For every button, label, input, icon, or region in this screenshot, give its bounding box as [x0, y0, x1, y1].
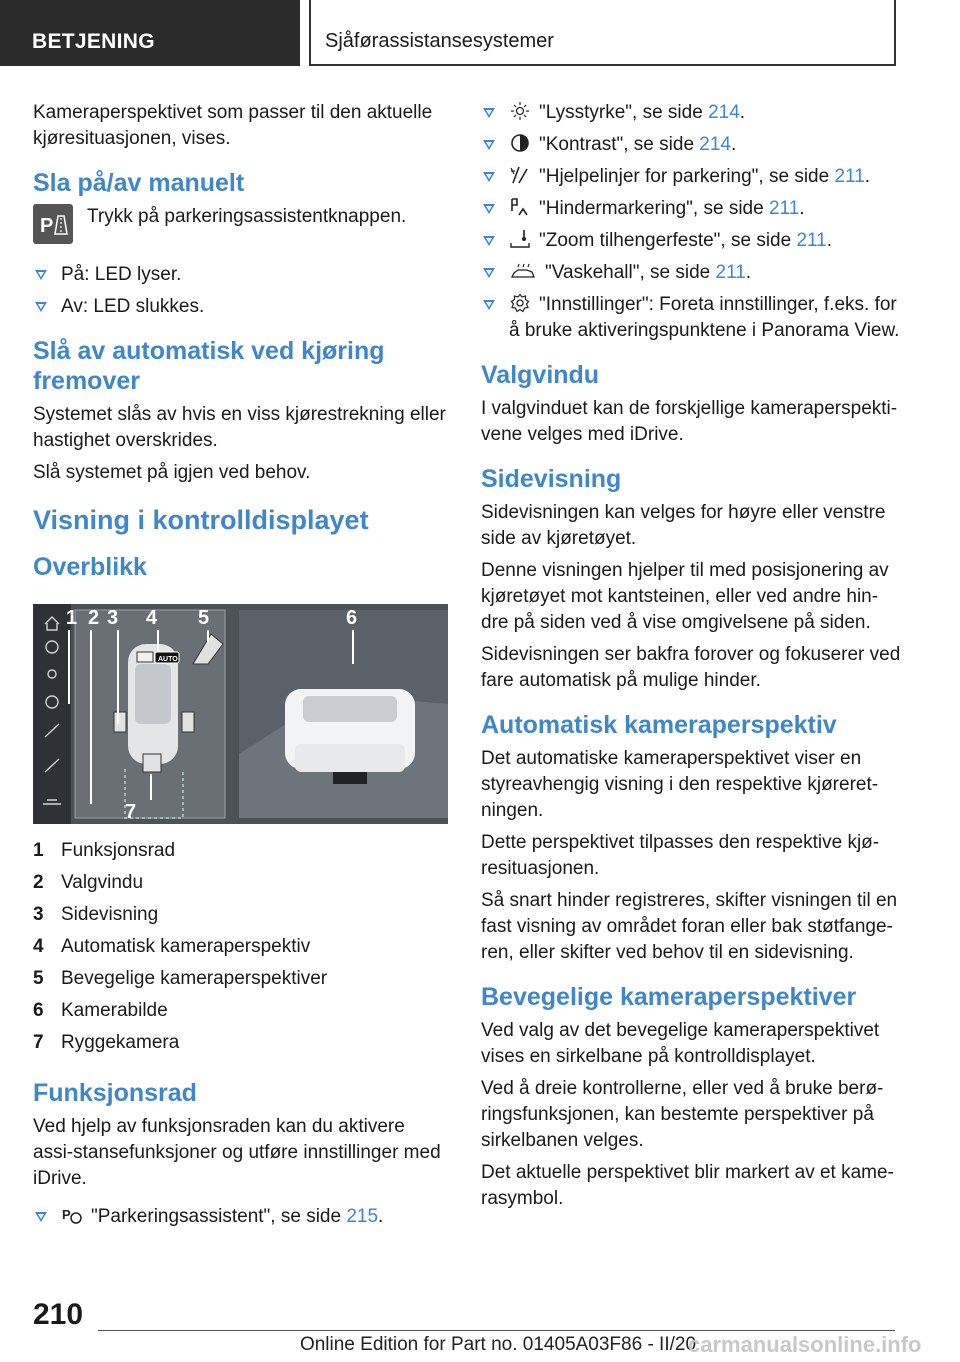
list-item: "Vaskehall", se side 211.	[481, 260, 901, 286]
bullet-arrow-icon	[35, 270, 47, 280]
auto-persp-text-1: Det automatiske kameraperspektivet viser en styreavhengig visning i den respektive kjøreret-ningen.	[481, 748, 879, 821]
brightness-icon	[509, 101, 531, 121]
legend-item: 2 Valgvindu	[33, 872, 144, 893]
list-item: "Innstillinger": Foreta innstillinger, f.eks. for å bruke aktiveringspunktene i Panorama View.	[481, 292, 901, 344]
svg-text:P: P	[40, 215, 54, 237]
list-item: På: LED lyser.	[33, 262, 448, 288]
bullet-arrow-icon	[483, 268, 495, 278]
movable-text-3: Det aktuelle perspektivet blir markert av et kame-rasymbol.	[481, 1162, 894, 1209]
list-item: Av: LED slukkes.	[33, 294, 448, 320]
callout-7: 7	[125, 801, 137, 823]
parking-assist-button-icon	[33, 204, 73, 244]
obstacle-marking-icon	[509, 197, 531, 217]
page-link[interactable]: 211	[834, 166, 865, 187]
selection-text: I valgvinduet kan de forskjellige kameraperspekti-vene velges med iDrive.	[481, 398, 898, 445]
heading-auto-off: Slå av automatisk ved kjøring fremover	[33, 337, 385, 395]
list-item: P "Parkeringsassistent", se side 215.	[33, 1204, 448, 1230]
section-header: BETJENING	[0, 0, 300, 66]
bullet-arrow-icon	[483, 140, 495, 150]
callout-4: 4	[146, 607, 158, 629]
chapter-header: Sjåførassistansesystemer	[309, 0, 896, 66]
list-item: "Lysstyrke", se side 214.	[481, 100, 901, 126]
bullet-arrow-icon	[35, 302, 47, 312]
legend-item: 5 Bevegelige kameraperspektiver	[33, 968, 328, 989]
parking-assistant-icon	[61, 1205, 83, 1225]
edition-footer: Online Edition for Part no. 01405A03F86 - II/20	[299, 1334, 697, 1355]
parking-lines-icon	[509, 165, 531, 185]
page-link[interactable]: 211	[768, 198, 800, 219]
auto-off-text-2: Slå systemet på igjen ved behov.	[33, 462, 311, 483]
page-link[interactable]: 214	[708, 102, 740, 123]
callout-1: 1	[66, 607, 78, 629]
heading-side-view: Sidevisning	[481, 465, 622, 493]
heading-display: Visning i kontrolldisplayet	[33, 505, 369, 535]
page-link[interactable]: 214	[699, 134, 731, 155]
intro-text: Kameraperspektivet som passer til den aktuelle kjøresituasjonen, vises.	[33, 102, 433, 149]
control-display-figure	[33, 604, 448, 824]
heading-function-row: Funksjonsrad	[33, 1079, 197, 1107]
side-text-2: Denne visningen hjelper til med posisjonering av kjøretøyet mot kantsteinen, eller ved andre hin-dre på siden ved å vise omgivelsene på siden.	[481, 560, 889, 633]
left-column	[33, 100, 448, 1236]
svg-text:P: P	[62, 1207, 71, 1222]
bullet-arrow-icon	[35, 1212, 47, 1222]
legend-item: 3 Sidevisning	[33, 904, 159, 925]
contrast-icon	[509, 133, 531, 153]
list-item: "Hindermarkering", se side 211.	[481, 196, 901, 222]
function-list	[33, 1204, 448, 1230]
manual-text: Trykk på parkeringsassistentknappen.	[87, 206, 407, 227]
page-link[interactable]: 215	[346, 1206, 379, 1227]
callout-5: 5	[198, 607, 210, 629]
legend-item: 4 Automatisk kameraperspektiv	[33, 936, 311, 957]
side-text-3: Sidevisningen ser bakfra forover og fokuserer ved fare automatisk på mulige hinder.	[481, 644, 901, 691]
side-text-1: Sidevisningen kan velges for høyre eller venstre side av kjøretøyet.	[481, 502, 886, 549]
movable-text-2: Ved å dreie kontrollerne, eller ved å bruke berø-ringsfunksjonen, kan bestemte perspektiver på sirkelbanen velges.	[481, 1078, 884, 1151]
function-options-list	[481, 100, 901, 344]
svg-text:AUTO: AUTO	[158, 656, 178, 663]
right-column	[481, 100, 901, 1218]
list-item: "Kontrast", se side 214.	[481, 132, 901, 158]
callout-6: 6	[346, 607, 358, 629]
heading-movable-perspectives: Bevegelige kameraperspektiver	[481, 983, 857, 1011]
function-row-text: Ved hjelp av funksjonsraden kan du aktivere assi-stansefunksjoner og utføre innstillinger med iDrive.	[33, 1116, 441, 1189]
legend-item: 6 Kamerabilde	[33, 1000, 168, 1021]
manual-instruction	[33, 204, 448, 244]
callout-3: 3	[107, 607, 119, 629]
callout-2: 2	[88, 607, 100, 629]
page-link[interactable]: 211	[715, 262, 746, 283]
auto-persp-text-2: Dette perspektivet tilpasses den respektive kjø-resituasjonen.	[481, 832, 880, 879]
page-link[interactable]: 211	[796, 230, 827, 251]
list-item: "Zoom tilhengerfeste", se side 211.	[481, 228, 901, 254]
watermark: carmanualsonline.info	[688, 1332, 922, 1357]
heading-overview: Overblikk	[33, 553, 147, 581]
bullet-arrow-icon	[483, 172, 495, 182]
auto-off-text-1: Systemet slås av hvis en viss kjørestrekning eller hastighet overskrides.	[33, 404, 446, 451]
footer-divider	[98, 1330, 895, 1331]
bullet-arrow-icon	[483, 300, 495, 310]
car-wash-icon	[509, 261, 537, 281]
heading-manual: Sla på/av manuelt	[33, 169, 245, 197]
legend-item: 1 Funksjonsrad	[33, 840, 176, 861]
trailer-hitch-icon	[509, 229, 531, 249]
figure-legend	[33, 838, 448, 1056]
heading-auto-perspective: Automatisk kameraperspektiv	[481, 711, 837, 739]
bullet-arrow-icon	[483, 108, 495, 118]
legend-item: 7 Ryggekamera	[33, 1032, 180, 1053]
settings-icon	[509, 293, 531, 313]
bullet-arrow-icon	[483, 236, 495, 246]
auto-persp-text-3: Så snart hinder registreres, skifter visningen til en fast visning av området foran eller bak støtfange-ren, eller skifter ved behov til en sidevisning.	[481, 890, 898, 963]
heading-selection-window: Valgvindu	[481, 361, 600, 389]
list-item: "Hjelpelinjer for parkering", se side 211.	[481, 164, 901, 190]
bullet-arrow-icon	[483, 204, 495, 214]
manual-list	[33, 262, 448, 320]
page-number: 210	[33, 1298, 84, 1331]
movable-text-1: Ved valg av det bevegelige kameraperspektivet vises en sirkelbane på kontrolldisplayet.	[481, 1020, 880, 1067]
